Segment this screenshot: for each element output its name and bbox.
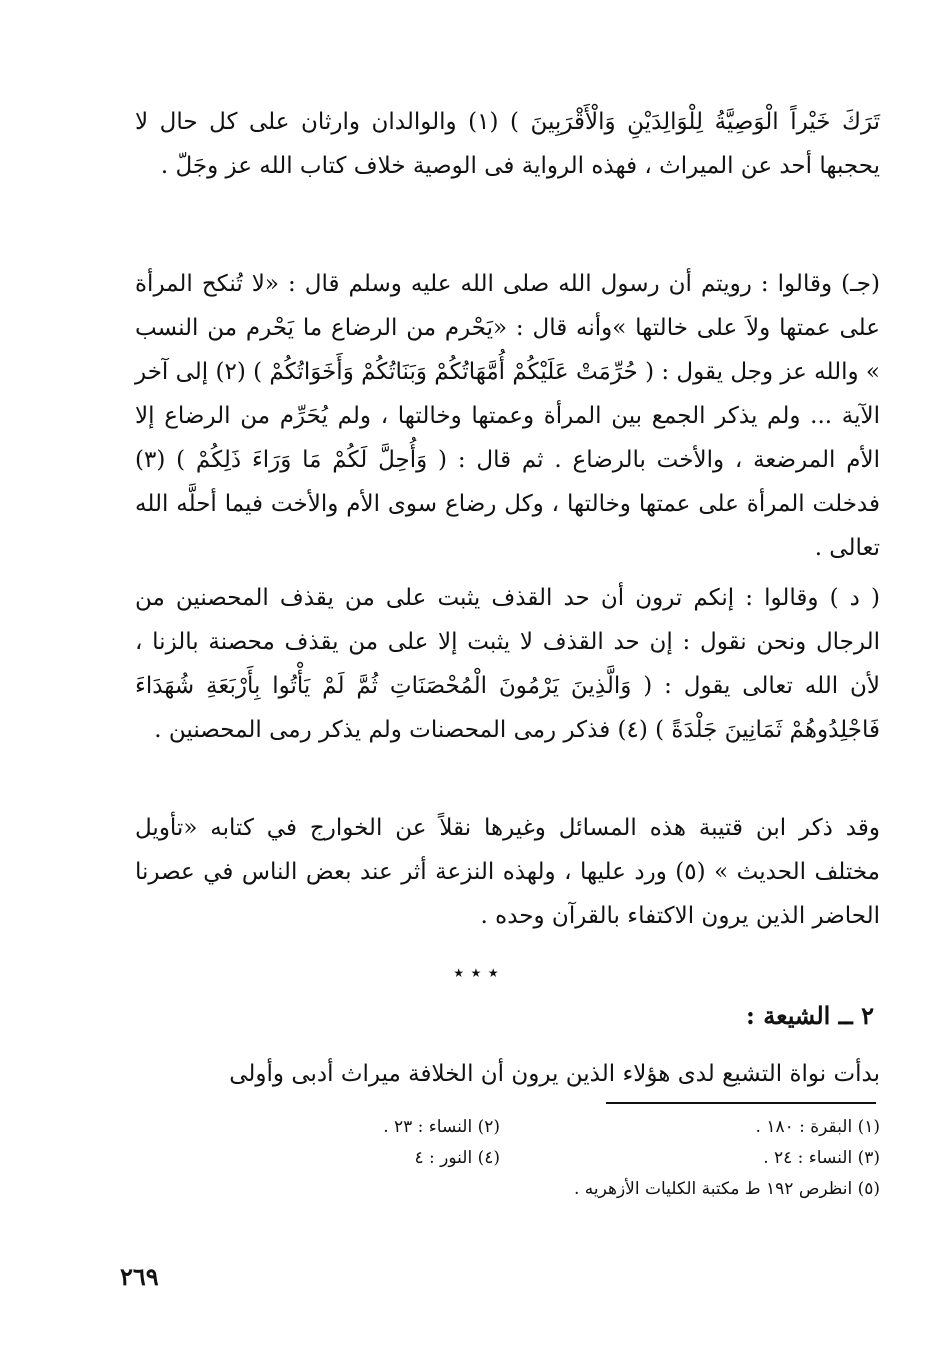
paragraph-text: وقد ذكر ابن قتيبة هذه المسائل وغيرها نقلاً عن الخوارج في كتابه «تأويل مختلف الحديث » (٥) ورد عليها ، ولهذه النزعة أثر عند بعض الناس في عصرنا الحاضر الذين يرون الاكتفاء بالقرآن وحده . [135,815,880,929]
paragraph-text: تَرَكَ خَيْراً الْوَصِيَّةُ لِلْوَالِدَيْنِ وَالْأَقْرَبِينَ ) (١) والوالدان وارثان على كل حال لا يحجبها أحد عن الميراث ، فهذه الرواية فى الوصية خلاف كتاب الله عز وجَلّ . [135,109,881,179]
footnote-row [120,1112,880,1143]
paragraph-ibn-qutaybah [135,806,880,938]
paragraph-text: ( د ) وقالوا : إنكم ترون أن حد القذف يثبت على من يقذف المحصنين من الرجال ونحن نقول : إن حد القذف لا يثبت إلا على من يقذف محصنة بالزنا ، لأن الله تعالى يقول : ( وَالَّذِينَ يَرْمُونَ الْمُحْصَنَاتِ ثُمَّ لَمْ يَأْتُوا بِأَرْبَعَةِ شُهَدَاءَ فَاجْلِدُوهُمْ ثَمَانِينَ جَلْدَةً ) (٤) فذكر رمى المحصنات ولم يذكر رمى المحصنين . [135,585,880,743]
paragraph-qadhf [135,576,880,752]
footnote-3: (٣) النساء : ٢٤ . [763,1148,880,1168]
footnote-2: (٢) النساء : ٢٣ . [383,1117,500,1137]
footnote-divider [606,1102,876,1104]
paragraph-shia-intro: بدأت نواة التشيع لدى هؤلاء الذين يرون أن الخلافة ميراث أدبى وأولى [229,1061,880,1087]
footnote-1: (١) البقرة : ١٨٠ . [755,1117,880,1137]
footnotes [120,1112,880,1205]
paragraph-text: (جـ) وقالوا : رويتم أن رسول الله صلى الله عليه وسلم قال : «لا تُنكح المرأة على عمتها ولاَ على خالتها »وأنه قال : «يَحْرم من الرضاع ما يَحْرم من النسب » والله عز وجل يقول : ( حُرِّمَتْ عَلَيْكُمْ أُمَّهَاتُكُمْ وَبَنَاتُكُمْ وَأَخَوَاتُكُمْ ) (٢) إلى آخر الآية ... ولم يذكر الجمع بين المرأة وعمتها وخالتها ، ولم يُحَرِّم من الرضاع إلا الأم المرضعة ، والأخت بالرضاع . ثم قال : ( وَأُحِلَّ لَكُمْ مَا وَرَاءَ ذَلِكُمْ ) (٣) فدخلت المرأة على عمتها وخالتها ، وكل رضاع سوى الأم والأخت فيما أحلَّه الله تعالى . [135,271,880,561]
section-heading-shia: ٢ ــ الشيعة : [746,1001,874,1030]
footnote-4: (٤) النور : ٤ [414,1148,500,1168]
footnote-row [120,1143,880,1174]
paragraph-marriage-aunt [135,262,880,570]
page-number: ٢٦٩ [120,1262,159,1291]
section-separator: ٭ ٭ ٭ [453,960,499,984]
footnote-5: (٥) انظرص ١٩٢ ط مكتبة الكليات الأزهريه . [573,1179,880,1199]
footnote-row [120,1174,880,1205]
paragraph-inheritance-will [135,100,880,188]
